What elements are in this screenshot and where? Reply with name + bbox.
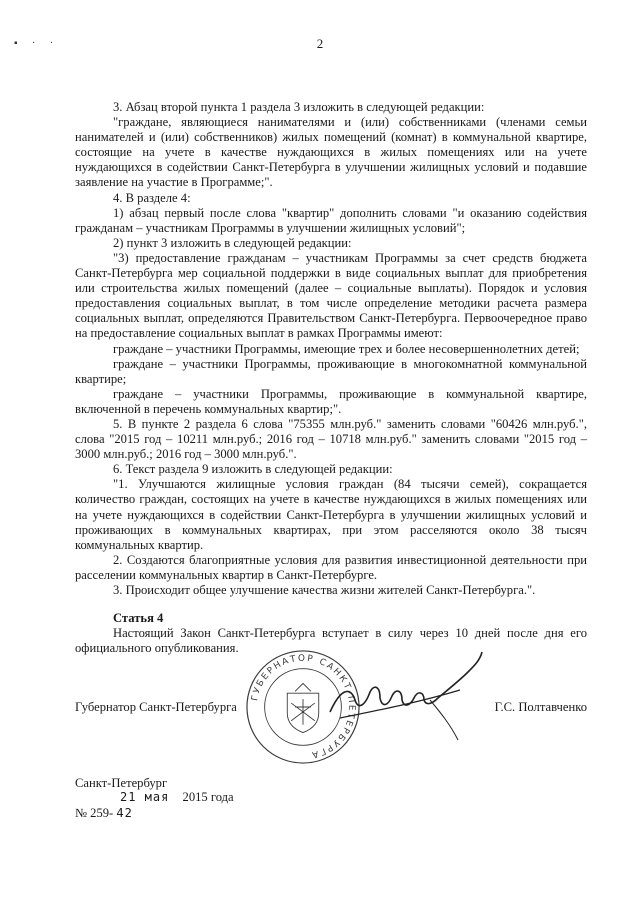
- handwritten-signature: [310, 640, 485, 750]
- paragraph: 1) абзац первый после слова "квартир" дополнить словами "и оказанию содействия гражданам – участникам Программы в улучшении жилищных условий";: [75, 205, 587, 235]
- paragraph: 4. В разделе 4:: [113, 190, 191, 205]
- paragraph: "1. Улучшаются жилищные условия граждан (84 тысячи семей), сокращается количество граждан, состоящих на учете в качестве нуждающихся в жилых помещениях или на учете нуждающихся в содействии Санкт-Петербурга в улучшении жилищных условий и проживающих в коммунальных квартирах, при этом расселяются около 38 тысяч коммунальных квартир.: [75, 477, 587, 552]
- paragraph: "3) предоставление гражданам – участникам Программы за счет средств бюджета Санкт-Петербурга мер социальной поддержки в виде социальных выплат для приобретения или строительства жилых помещений (далее – социальные выплаты). Порядок и условия предоставления социальных выплат, в том числе определение методики расчета размера социальных выплат, определяются Правительством Санкт-Петербурга. Первоочередное право на предоставление социальных выплат в рамках Программы имеют:: [75, 250, 587, 341]
- paragraph: граждане – участники Программы, имеющие трех и более несовершеннолетних детей;: [113, 341, 580, 356]
- seal-text: ГУБЕРНАТОР САНКТ-ПЕТЕРБУРГА: [250, 653, 357, 760]
- paragraph: 3. Происходит общее улучшение качества жизни жителей Санкт-Петербурга.".: [113, 583, 536, 597]
- signatory-position: Губернатор Санкт-Петербурга: [75, 700, 237, 714]
- paragraph: граждане – участники Программы, проживающие в многокомнатной коммунальной квартире;: [75, 356, 587, 386]
- signing-date: [120, 790, 234, 805]
- paragraph: 6. Текст раздела 9 изложить в следующей редакции:: [113, 462, 393, 477]
- paragraph: 2. Создаются благоприятные условия для развития инвестиционной деятельности при расселении коммунальных квартир в Санкт-Петербурге.: [75, 552, 587, 582]
- law-number-suffix: 42: [116, 806, 133, 820]
- paragraph: 5. В пункте 2 раздела 6 слова "75355 млн.руб." заменить словами "60426 млн.руб.", слова "2015 год – 10211 млн.руб.; 2016 год – 10718 млн.руб." заменить словами "2015 год – 3000 млн.руб.; 2016 год – 3000 млн.руб.".: [75, 416, 587, 462]
- paragraph: граждане – участники Программы, проживающие в коммунальной квартире, включенной в перечень коммунальных квартир;".: [75, 386, 587, 416]
- law-number-prefix: № 259-: [75, 806, 114, 820]
- paragraph: 2) пункт 3 изложить в следующей редакции:: [113, 235, 352, 250]
- signatory-name: Г.С. Полтавченко: [494, 700, 587, 714]
- paragraph: "граждане, являющиеся нанимателями и (или) собственниками (членами семьи нанимателей и (или) собственников) жилых помещений (комнат) в коммунальной квартире, состоящие на учете в качестве нуждающихся в жилых помещениях или на учете нуждающихся в содействии Санкт-Петербурга в улучшении жилищных условий и подавшие заявление на участие в Программе;".: [75, 115, 587, 190]
- scan-mark: ▪ · ·: [14, 38, 60, 49]
- date-year: 2015 года: [182, 790, 234, 804]
- signing-city: Санкт-Петербург: [75, 776, 168, 790]
- article-title: Статья 4: [113, 611, 164, 626]
- article-text: Настоящий Закон Санкт-Петербурга вступает в силу через 10 дней после дня его официального опубликования.: [75, 626, 587, 656]
- document-body: [75, 100, 587, 656]
- date-day-month: 21 мая: [120, 790, 170, 804]
- page-number: 2: [316, 36, 324, 51]
- paragraph: 3. Абзац второй пункта 1 раздела 3 изложить в следующей редакции:: [113, 100, 485, 114]
- law-number: [75, 806, 133, 821]
